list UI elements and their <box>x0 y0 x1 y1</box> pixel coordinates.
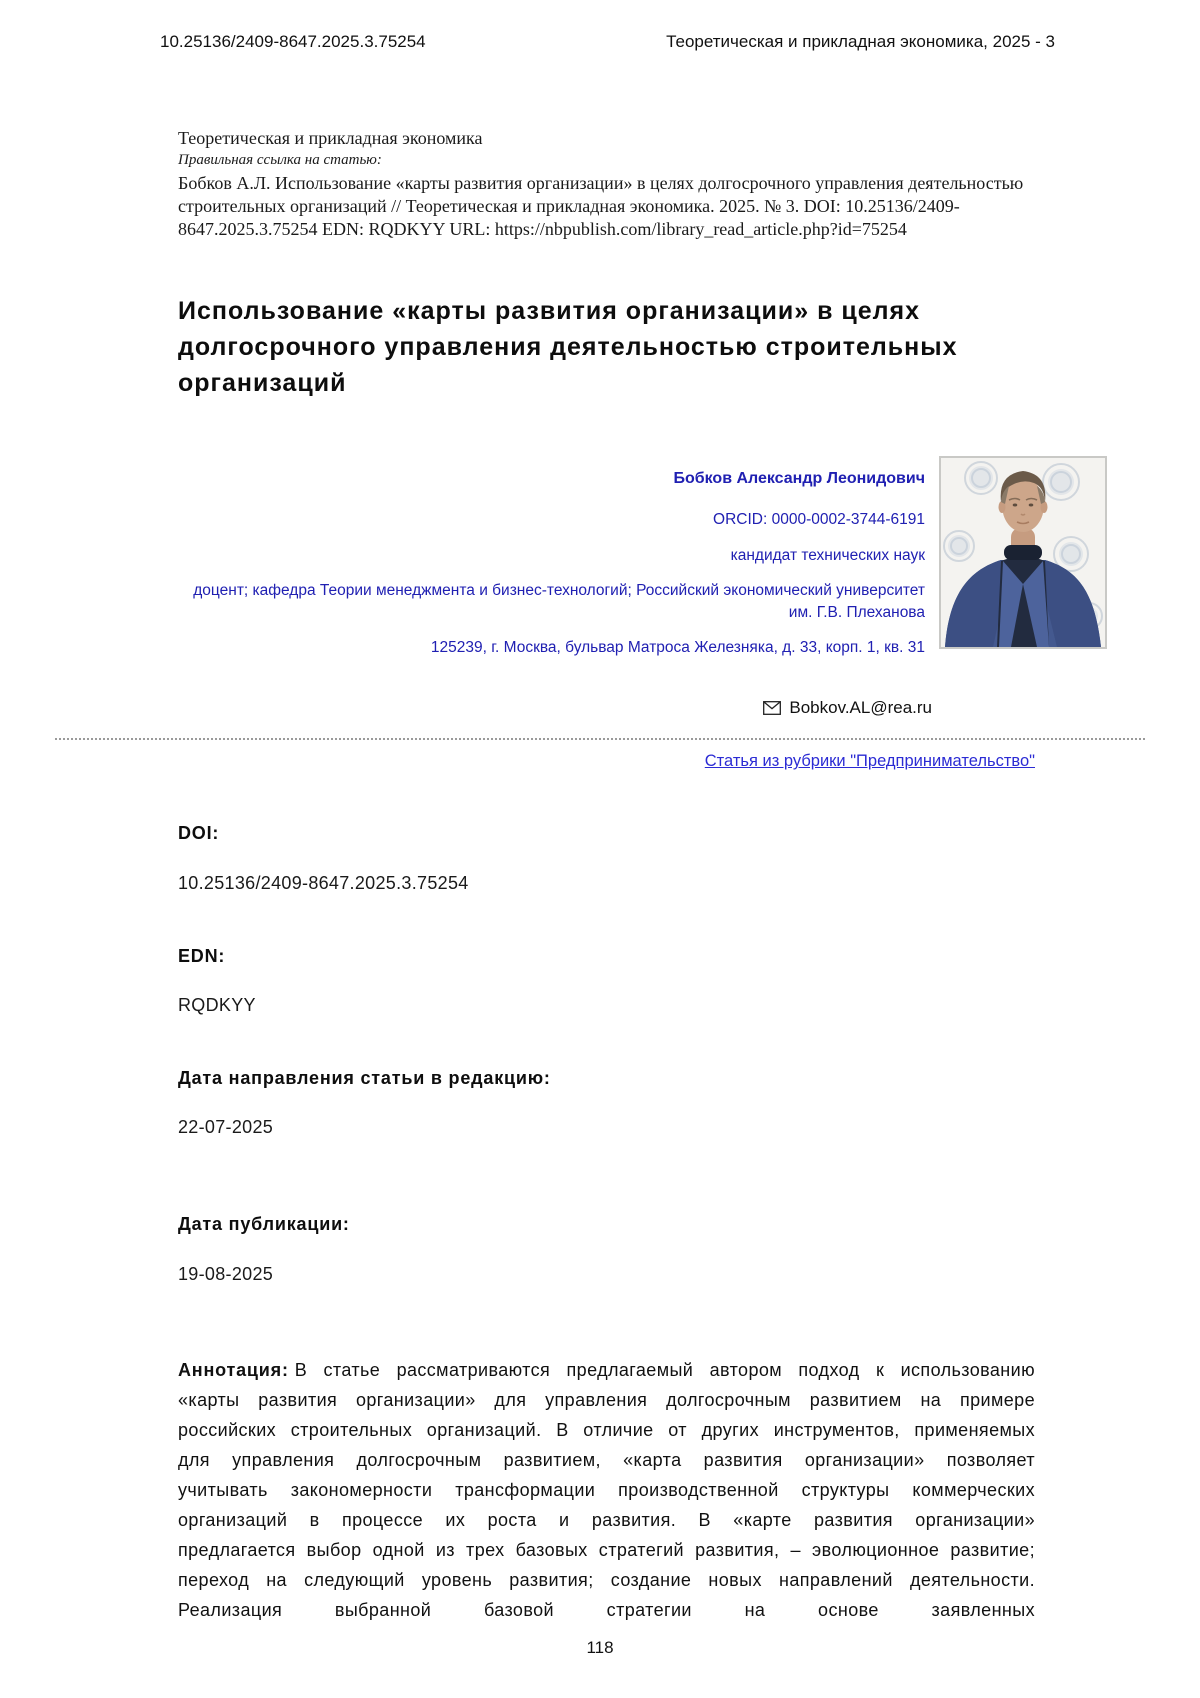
submitted-date-label: Дата направления статьи в редакцию: <box>178 1067 551 1088</box>
abstract-paragraph <box>178 1355 1035 1625</box>
rubric-link[interactable]: Статья из рубрики "Предпринимательство" <box>704 752 1035 771</box>
abstract-label: Аннотация: <box>178 1360 289 1381</box>
author-degree: кандидат технических наук <box>730 546 925 564</box>
author-affiliation: доцент; кафедра Теории менеджмента и бизнес-технологий; Российский экономический университет им. Г.В. Плеханова <box>193 582 925 621</box>
doi-label: DOI: <box>178 823 220 844</box>
author-name: Бобков Александр Леонидович <box>673 470 925 488</box>
dotted-separator <box>55 738 1145 740</box>
citation-block <box>178 126 1035 241</box>
published-date-label: Дата публикации: <box>178 1213 350 1234</box>
edn-label: EDN: <box>178 945 226 966</box>
author-section <box>178 456 1107 672</box>
author-photo-illustration <box>941 458 1105 647</box>
article-title: Использование «карты развития организации» в целях долгосрочного управления деятельностью строительных организаций <box>178 296 958 398</box>
author-photo <box>939 456 1107 649</box>
page-footer <box>0 1638 1200 1658</box>
submitted-date-value: 22-07-2025 <box>178 1117 274 1138</box>
citation-label: Правильная ссылка на статью: <box>178 152 382 169</box>
page-content <box>178 126 1035 1625</box>
author-email-link[interactable]: Bobkov.AL@rea.ru <box>789 698 932 718</box>
author-orcid: ORCID: 0000-0002-3744-6191 <box>713 511 925 529</box>
citation-text: Бобков А.Л. Использование «карты развития организации» в целях долгосрочного управления деятельностью строительных организаций // Теоретическая и прикладная экономика. 2025. № 3. DOI: 10.25136/2409-8647.2025.3.75254 EDN: RQDKYY URL: https://nbpublish.com/library_read_article.php?id=75254 <box>178 172 1024 239</box>
page-header <box>0 0 1200 52</box>
email-row <box>178 698 1035 718</box>
header-journal-issue: Теоретическая и прикладная экономика, 2025 - 3 <box>666 32 1055 51</box>
author-info <box>178 456 925 672</box>
edn-value: RQDKYY <box>178 995 256 1016</box>
header-doi: 10.25136/2409-8647.2025.3.75254 <box>160 32 426 51</box>
author-address: 125239, г. Москва, бульвар Матроса Железняка, д. 33, корп. 1, кв. 31 <box>430 638 925 656</box>
abstract-text: В статье рассматриваются предлагаемый автором подход к использованию «карты развития организации» для управления долгосрочным развитием на примере российских строительных организаций. В отличие от других инструментов, применяемых для управления долгосрочным развитием, «карта развития организации» позволяет учитывать закономерности трансформации производственной структуры коммерческих организаций в процессе их роста и развития. В «карте развития организации» предлагается выбор одной из трех базовых стратегий развития, – эволюционное развитие; переход на следующий уровень развития; создание новых направлений деятельности. Реализация выбранной базовой стратегии на основе заявленных <box>178 1360 1035 1621</box>
page-number: 118 <box>586 1638 614 1657</box>
citation-journal: Теоретическая и прикладная экономика <box>178 128 483 148</box>
doi-value: 10.25136/2409-8647.2025.3.75254 <box>178 872 469 893</box>
envelope-icon <box>763 701 781 715</box>
rubric-row <box>178 752 1035 771</box>
published-date-value: 19-08-2025 <box>178 1263 274 1284</box>
